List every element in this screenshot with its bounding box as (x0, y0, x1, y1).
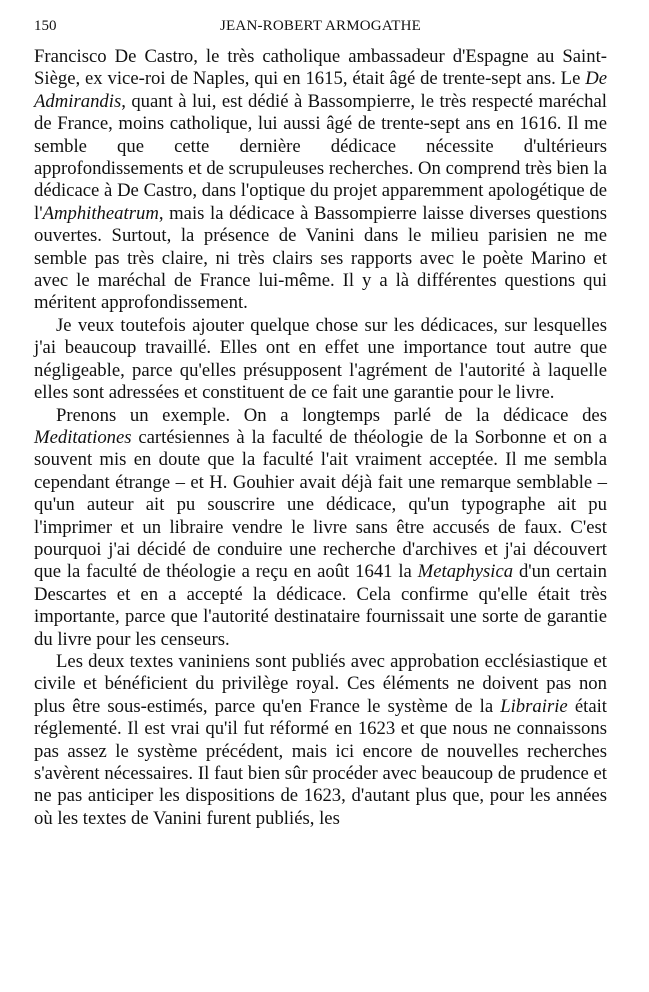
text-run: , quant à lui, est dédié à Bassompierre, le très respecté maréchal de France, moins catholique, lui aussi âgé de trente-sept ans en 1616. Il me semble que cette dernière dédicace nécessite d'ultérieurs approfondissements et de scrupuleuses recherches. On comprend très bien la dédicace à De Castro, dans l'optique du projet apparemment apologétique de l' (34, 90, 607, 224)
paragraph (34, 46, 607, 315)
italic-title-text: Meditationes (34, 426, 132, 448)
italic-title-text: Metaphysica (417, 561, 514, 583)
text-run: était réglementé. Il est vrai qu'il fut réformé en 1623 et que nous ne connaissons pas assez le système précédent, mais ici encore de nouvelles recherches s'avèrent nécessaires. Il faut bien sûr procéder avec beaucoup de prudence et ne pas anticiper les dispositions de 1623, d'autant plus que, pour les années où les textes de Vanini furent publiés, les (34, 695, 607, 829)
body-text (34, 46, 607, 830)
paragraph (34, 405, 607, 651)
italic-title-text: De Admirandis (34, 68, 607, 112)
italic-title-text: Amphitheatrum (42, 202, 159, 224)
text-run: d'un certain Descartes et en a accepté la dédicace. Cela confirme qu'elle était très importante, parce que l'autorité destinataire fournissait une sorte de garantie du livre pour les censeurs. (34, 561, 607, 650)
running-title: JEAN-ROBERT ARMOGATHE (220, 18, 421, 34)
text-run: Les deux textes vaniniens sont publiés avec approbation ecclésiastique et civile et bénéficient du privilège royal. Ces éléments ne doivent pas non plus être sous-estimés, parce qu'en France le système de la (34, 650, 607, 717)
page-number: 150 (34, 18, 57, 34)
paragraph (34, 315, 607, 405)
paragraph (34, 651, 607, 830)
text-run: cartésiennes à la faculté de théologie de la Sorbonne et on a souvent mis en doute que la faculté l'ait vraiment acceptée. Il me sembla cependant étrange – et H. Gouhier avait déjà fait une remarque semblable – qu'un auteur ait pu souscrire une dédicace, qu'un typographe ait pu l'imprimer et un libraire vendre le livre sans être accusés de faux. C'est pourquoi j'ai décidé de conduire une recherche d'archives et j'ai découvert que la faculté de théologie a reçu en août 1641 la (34, 426, 607, 583)
text-run: Je veux toutefois ajouter quelque chose sur les dédicaces, sur lesquelles j'ai beaucoup travaillé. Elles ont en effet une importance tout autre que négligeable, parce qu'elles présupposent l'agrément de l'autorité à laquelle elles sont adressées et constituent de ce fait une garantie pour le livre. (34, 314, 607, 404)
text-run: , mais la dédicace à Bassompierre laisse diverses questions ouvertes. Surtout, la présence de Vanini dans le milieu parisien ne me semble pas très claire, ni très clairs ses rapports avec le poète Marino et avec le maréchal de France lui-même. Il y a là différentes questions qui méritent approfondissement. (34, 202, 607, 314)
italic-title-text: Librairie (500, 695, 568, 717)
text-run: Prenons un exemple. On a longtemps parlé de la dédicace des (56, 404, 607, 426)
running-head (34, 18, 607, 46)
book-page (34, 18, 607, 830)
text-run: Francisco De Castro, le très catholique ambassadeur d'Espagne au Saint-Siège, ex vice-roi de Naples, qui en 1615, était âgé de trente-sept ans. Le (34, 46, 607, 90)
